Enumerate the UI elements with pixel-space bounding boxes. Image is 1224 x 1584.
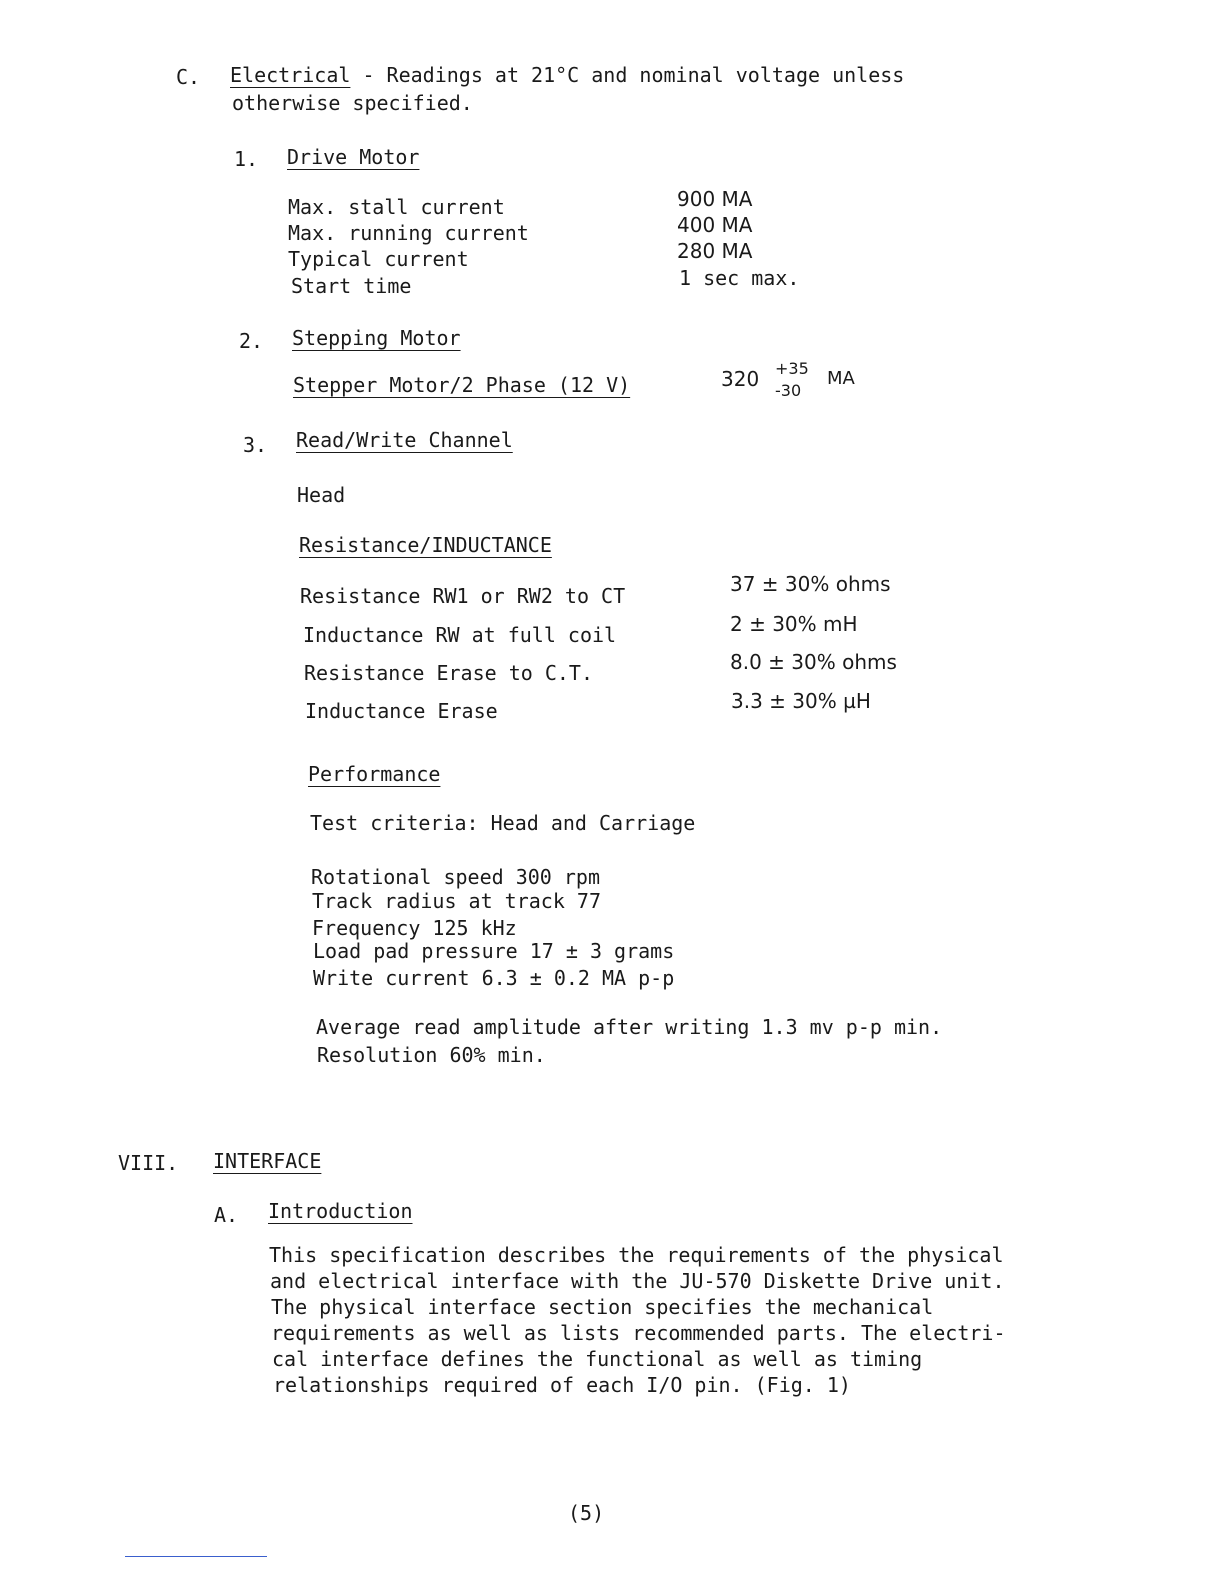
resistance-inductance-title: Resistance/INDUCTANCE (299, 533, 552, 557)
rw-spec-label: Resistance RW1 or RW2 to CT (300, 584, 626, 608)
stepper-unit: MA (827, 368, 855, 389)
rw-channel-title: Read/Write Channel (296, 428, 513, 452)
performance-line: Track radius at track 77 (312, 889, 601, 913)
rw-spec-value: 2 ± 30% mH (730, 612, 858, 636)
test-criteria: Test criteria: Head and Carriage (310, 811, 696, 835)
intro-line: requirements as well as lists recommended parts. The electri- (271, 1321, 1006, 1345)
performance-line: Write current 6.3 ± 0.2 MA p-p (313, 966, 675, 990)
page-number: (5) (568, 1501, 605, 1525)
section-c-title: Electrical (230, 63, 351, 87)
rw-spec-label: Resistance Erase to C.T. (304, 661, 593, 685)
footer-rule (125, 1556, 267, 1557)
drive-motor-row (288, 220, 529, 246)
section-viii-number: VIII. (118, 1151, 179, 1175)
drive-motor-number: 1. (234, 147, 259, 171)
drive-motor-value: 900 MA (677, 187, 753, 211)
stepper-spec-value (721, 359, 861, 406)
drive-motor-title: Drive Motor (287, 145, 420, 169)
drive-motor-row (288, 194, 505, 220)
drive-motor-value: 1 sec max. (679, 266, 800, 290)
drive-motor-value: 400 MA (677, 213, 753, 237)
row-label: Max. stall current (288, 195, 505, 219)
row-label: Max. running current (288, 221, 529, 245)
rw-spec-value: 8.0 ± 30% ohms (730, 650, 897, 674)
intro-letter: A. (214, 1203, 239, 1227)
stepping-motor-title: Stepping Motor (292, 326, 461, 350)
intro-line: The physical interface section specifies the mechanical (271, 1295, 934, 1319)
drive-motor-value: 280 MA (677, 239, 753, 263)
section-viii-title: INTERFACE (213, 1149, 322, 1173)
rw-spec-label: Inductance Erase (305, 699, 498, 723)
performance-title: Performance (308, 762, 441, 786)
intro-line: This specification describes the requirements of the physical (269, 1243, 1004, 1267)
intro-line: relationships required of each I/O pin. (Fig. 1) (273, 1373, 851, 1397)
stepper-tolerance-minus: -30 (775, 381, 802, 400)
stepping-motor-number: 2. (239, 329, 264, 353)
intro-line: cal interface defines the functional as well as timing (272, 1347, 923, 1371)
performance-line: Load pad pressure 17 ± 3 grams (313, 939, 675, 963)
stepper-current: 320 (721, 367, 760, 391)
stepper-tolerance-plus: +35 (775, 359, 809, 378)
rw-spec-value: 3.3 ± 30% µH (731, 689, 871, 713)
row-label: Start time (291, 274, 412, 298)
performance-line: Frequency 125 kHz (312, 916, 517, 940)
performance-line: Average read amplitude after writing 1.3 mv p-p min. (316, 1015, 943, 1039)
section-c-heading (230, 62, 904, 88)
section-c-letter: C. (176, 65, 201, 89)
stepper-spec-label: Stepper Motor/2 Phase (12 V) (293, 373, 631, 397)
rw-spec-label: Inductance RW at full coil (303, 623, 617, 647)
drive-motor-row (291, 273, 411, 299)
section-c-intro: - Readings at 21°C and nominal voltage unless (362, 63, 905, 87)
rw-spec-value: 37 ± 30% ohms (730, 572, 891, 596)
row-label: Typical current (288, 247, 469, 271)
performance-line: Rotational speed 300 rpm (311, 865, 600, 889)
drive-motor-row (288, 246, 469, 272)
rw-channel-number: 3. (243, 433, 268, 457)
performance-line: Resolution 60% min. (317, 1043, 546, 1067)
section-c-intro-continued: otherwise specified. (232, 91, 473, 115)
intro-title: Introduction (268, 1199, 413, 1223)
intro-line: and electrical interface with the JU-570 Diskette Drive unit. (270, 1269, 1005, 1293)
head-label: Head (297, 483, 346, 507)
